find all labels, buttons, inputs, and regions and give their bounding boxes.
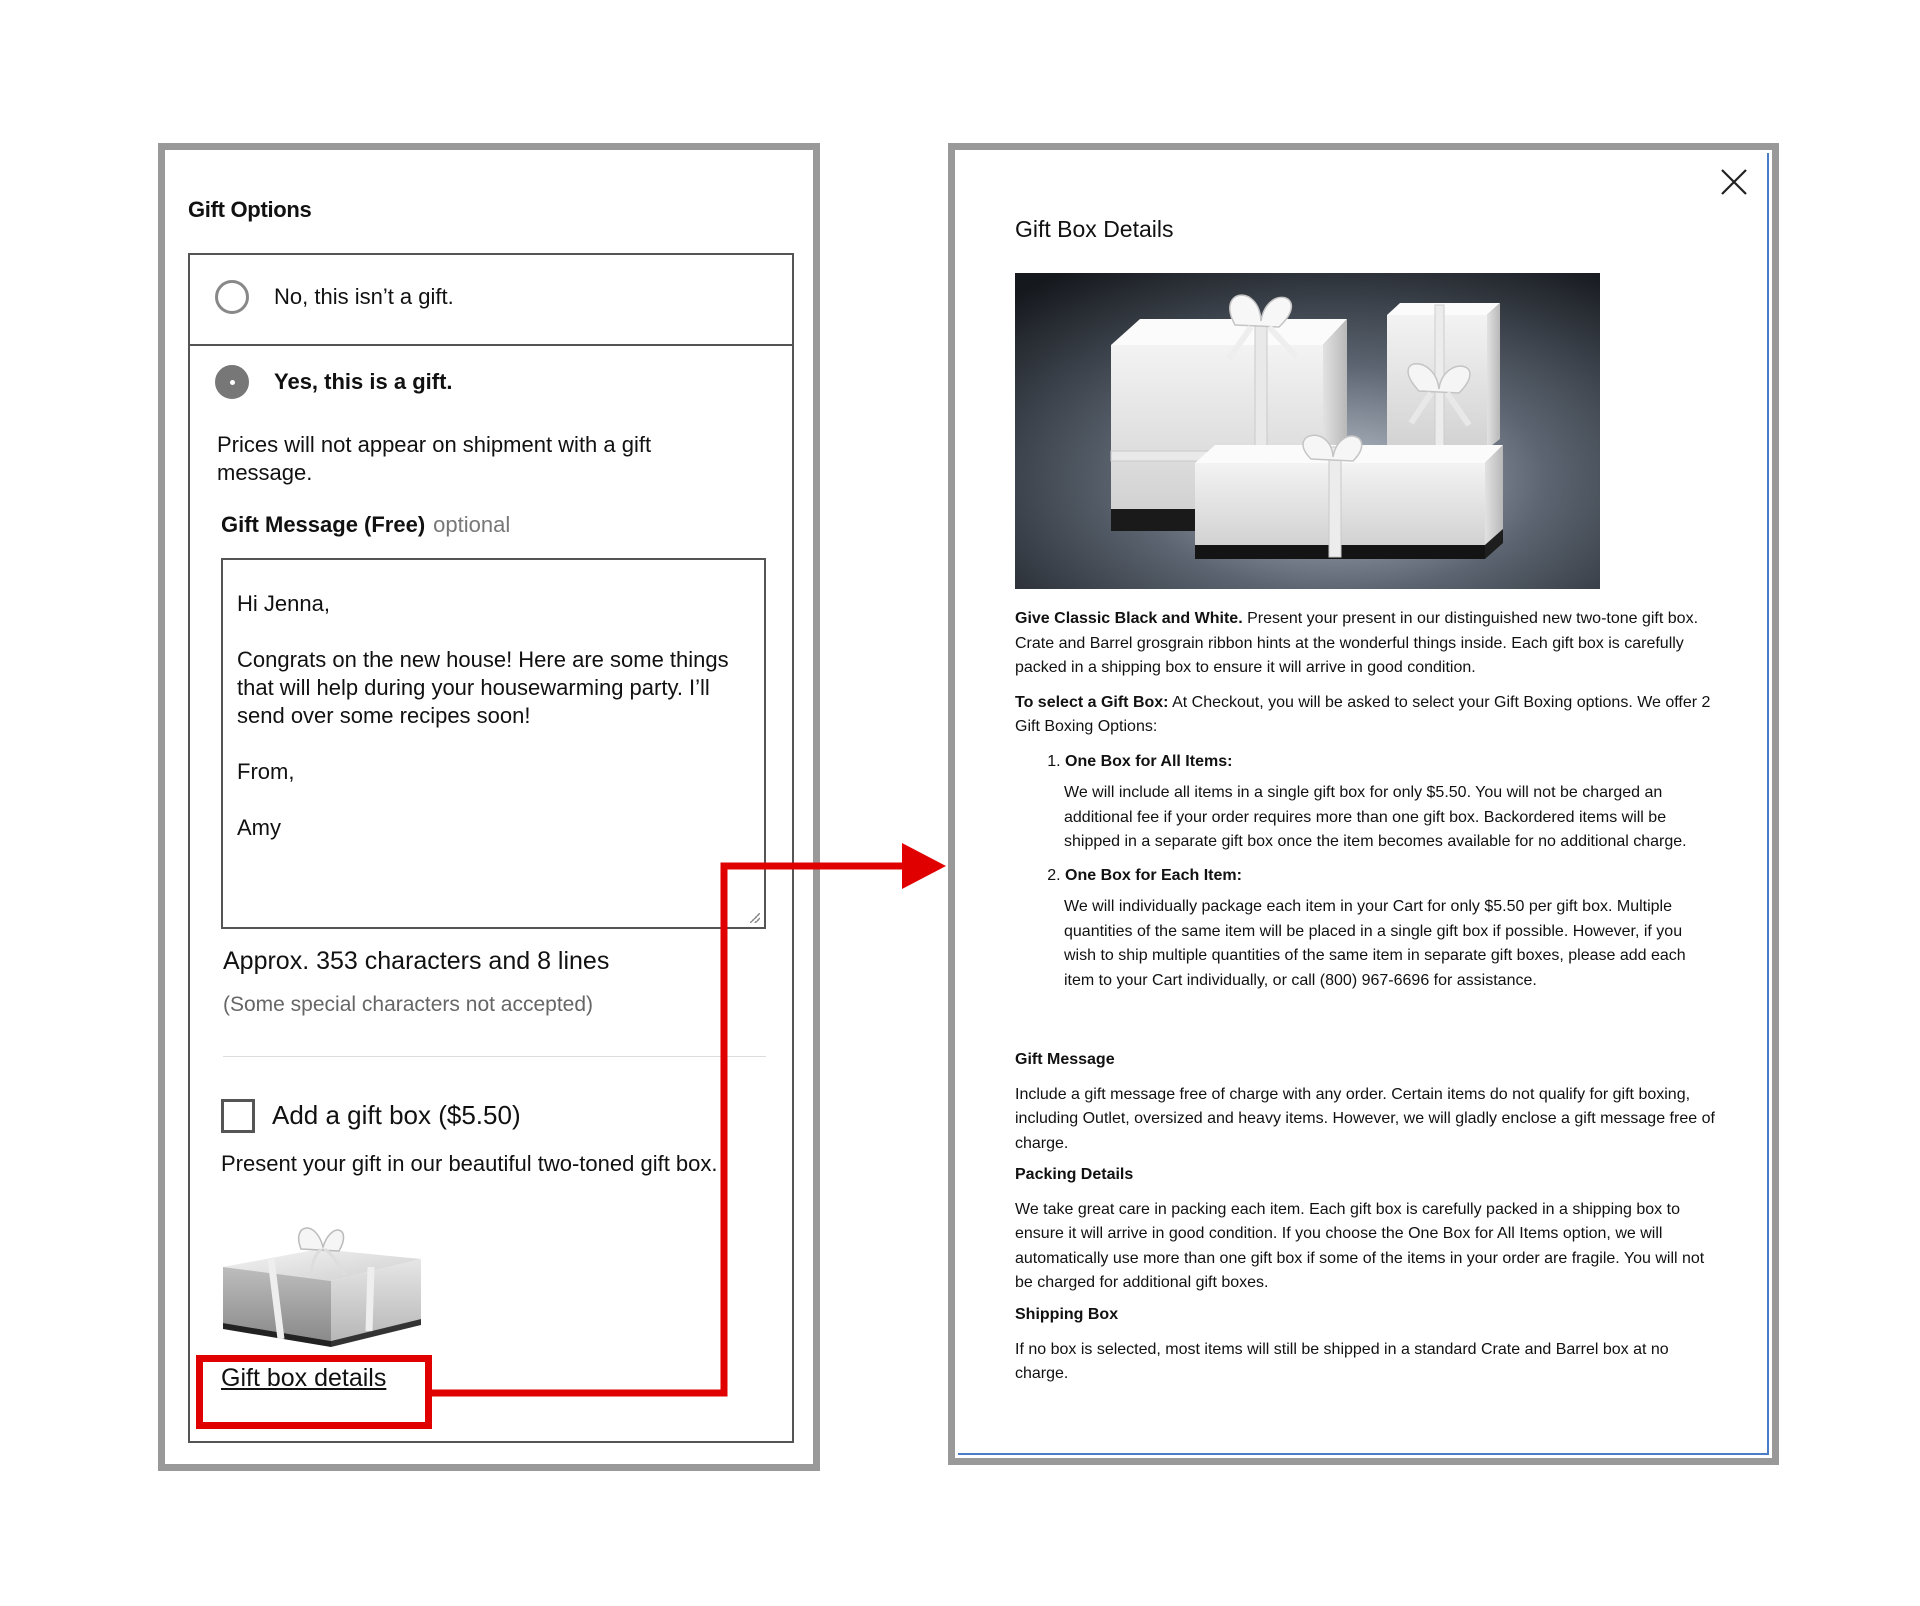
gift-message-label — [221, 512, 510, 538]
price-note: Prices will not appear on shipment with a gift message. — [217, 432, 652, 485]
shipping-box-section — [1015, 1303, 1717, 1387]
modal-body — [958, 153, 1769, 1455]
gift-box-details-modal — [948, 143, 1779, 1465]
intro-text: Present your present in our distinguished new two-tone gift box. Crate and Barrel grosgrain ribbon hints at the wonderful things inside. Each gift box is carefully packed in a shipping box to ensure it will arrive in good condition. — [1015, 610, 1699, 676]
gift-options-title: Gift Options — [188, 197, 312, 222]
gift-message-textarea[interactable] — [221, 558, 766, 929]
section-title: Packing Details — [1015, 1166, 1134, 1183]
radio-is-gift[interactable] — [215, 365, 249, 399]
intro-bold: Give Classic Black and White. — [1015, 610, 1243, 627]
section-body: If no box is selected, most items will still be shipped in a standard Crate and Barrel box at no charge. — [1015, 1340, 1669, 1382]
gift-message-text[interactable]: Hi Jenna, Congrats on the new house! Here are some things that will help during your housewarming party. I’ll send over some recipes soon! From, Amy — [237, 591, 729, 840]
select-paragraph — [1015, 691, 1717, 740]
gift-box-checkbox[interactable] — [221, 1099, 255, 1133]
option-title: 2. One Box for Each Item: — [1065, 866, 1242, 884]
option-not-gift[interactable] — [190, 255, 792, 346]
close-icon[interactable] — [1719, 167, 1749, 197]
gift-box-description: Present your gift in our beautiful two-toned gift box. — [221, 1151, 718, 1176]
resize-handle-icon[interactable] — [750, 913, 760, 923]
gift-box-image — [221, 1219, 423, 1349]
option-title: 1. One Box for All Items: — [1065, 752, 1233, 770]
gift-box-details-link[interactable]: Gift box details — [221, 1364, 387, 1392]
section-body: We take great care in packing each item. Each gift box is carefully packed in a shipping box to ensure it will arrive in good condition. If you choose the One Box for All Items option, we will automatically use more than one gift box if some of the items in your order are fragile. You will not be charged for additional gift boxes. — [1015, 1200, 1705, 1291]
gift-message-section — [1015, 1048, 1717, 1156]
packing-details-section — [1015, 1163, 1717, 1296]
intro-paragraph — [1015, 607, 1717, 681]
gift-box-photo — [1015, 273, 1600, 589]
modal-title: Gift Box Details — [1015, 216, 1174, 242]
section-title: Gift Message — [1015, 1051, 1115, 1068]
option-not-gift-label: No, this isn’t a gift. — [274, 284, 454, 309]
modal-intro — [1015, 607, 1717, 1002]
option-body: We will include all items in a single gift box for only $5.50. You will not be charged an additional fee if your order requires more than one gift box. Backordered items will be shipped in a separate gift box once the item becomes available for no additional charge. — [1064, 784, 1687, 850]
divider — [223, 1056, 766, 1057]
radio-not-gift[interactable] — [215, 280, 249, 314]
gift-box-options-list — [1015, 750, 1717, 994]
special-characters-note: (Some special characters not accepted) — [223, 993, 594, 1016]
section-body: Include a gift message free of charge with any order. Certain items do not qualify for gift boxing, including Outlet, oversized and heavy items. However, we will gladly enclose a gift message free of charge. — [1015, 1085, 1715, 1152]
character-count: Approx. 353 characters and 8 lines — [223, 947, 610, 975]
option-body: We will individually package each item in your Cart for only $5.50 per gift box. Multiple quantities of the same item will be placed in a single gift box if possible. However, if you wish to ship multiple quantities of the same item in separate gift boxes, please add each item to your Cart individually, or call (800) 967-6696 for assistance. — [1064, 898, 1686, 989]
list-item — [1065, 864, 1717, 994]
gift-message-optional: optional — [433, 512, 511, 537]
gift-box-label[interactable]: Add a gift box ($5.50) — [272, 1100, 521, 1130]
callout-highlight — [196, 1355, 432, 1429]
gift-options-group — [188, 253, 794, 1443]
option-is-gift-label: Yes, this is a gift. — [274, 369, 453, 394]
gift-options-panel — [158, 143, 820, 1471]
select-bold: To select a Gift Box: — [1015, 693, 1169, 711]
gift-message-label-text: Gift Message (Free) — [221, 512, 426, 537]
list-item — [1065, 750, 1717, 855]
section-title: Shipping Box — [1015, 1306, 1119, 1323]
select-text: At Checkout, you will be asked to select your Gift Boxing options. We offer 2 Gift Boxing Options: — [1015, 693, 1711, 735]
